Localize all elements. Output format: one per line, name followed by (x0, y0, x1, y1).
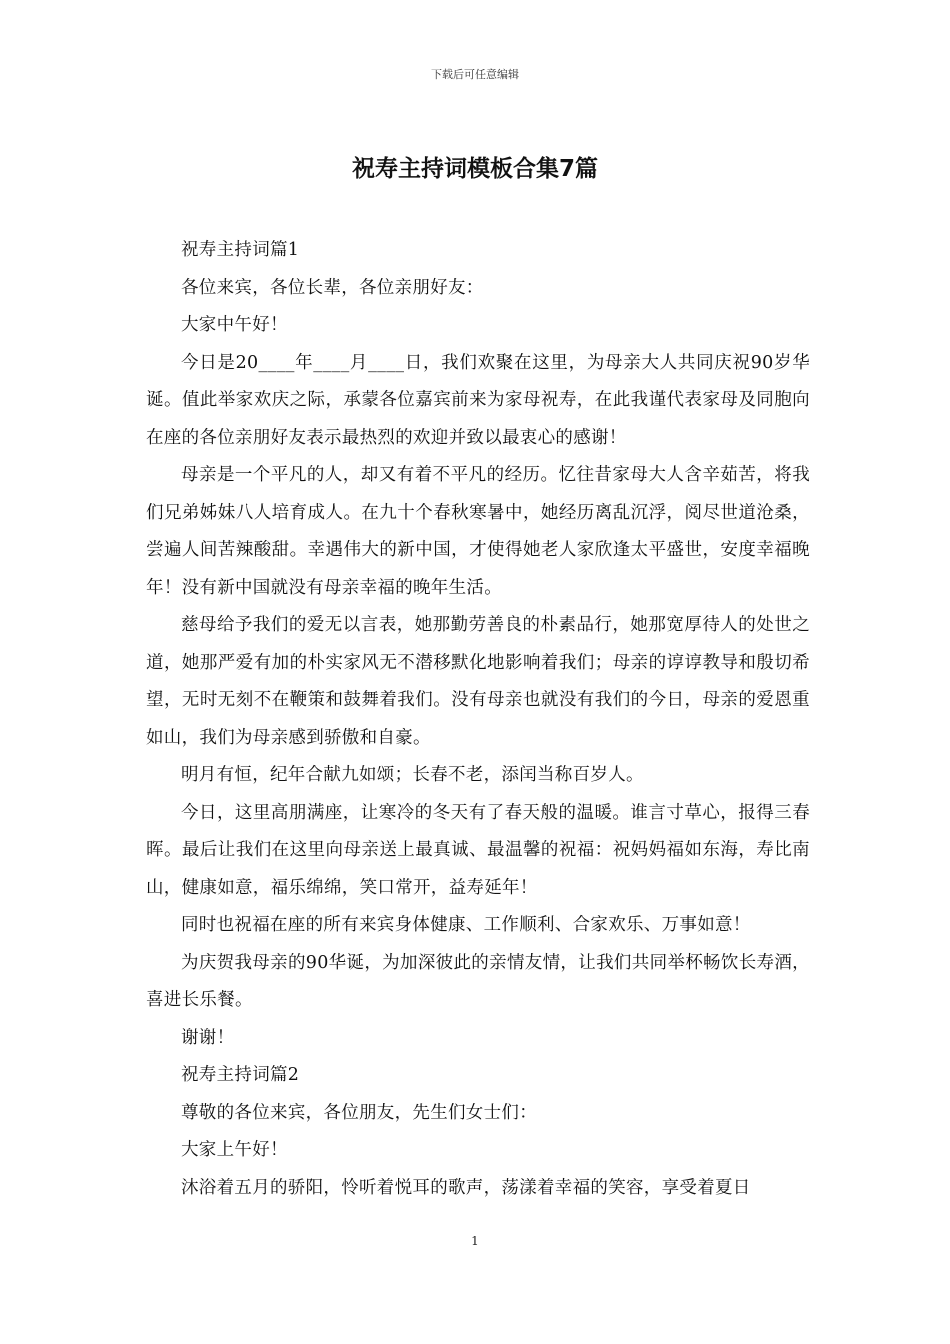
document-title: 祝寿主持词模板合集7篇 (351, 156, 598, 182)
section-heading: 祝寿主持词篇2 (181, 1065, 300, 1085)
paragraph: 慈母给予我们的爱无以言表，她那勤劳善良的朴素品行，她那宽厚待人的处世之道，她那严爱有加的朴实家风无不潜移默化地影响着我们；母亲的谆谆教导和殷切希望，无时无刻不在鞭策和鼓舞着我们。没有母亲也就没有我们的今日，母亲的爱恩重如山，我们为母亲感到骄傲和自豪。 (146, 615, 810, 748)
paragraph: 为庆贺我母亲的90华诞，为加深彼此的亲情友情，让我们共同举杯畅饮长寿酒，喜进长乐餐。 (146, 952, 810, 1010)
paragraph: 谢谢！ (181, 1027, 235, 1048)
paragraph: 尊敬的各位来宾，各位朋友，先生们女士们： (181, 1102, 537, 1123)
paragraph: 明月有恒，纪年合献九如颂；长春不老，添闰当称百岁人。 (181, 765, 644, 785)
paragraph: 母亲是一个平凡的人，却又有着不平凡的经历。忆往昔家母大人含辛茹苦，将我们兄弟姊妹八人培育成人。在九十个春秋寒暑中，她经历离乱沉浮，阅尽世道沧桑，尝遍人间苦辣酸甜。幸遇伟大的新中国，才使得她老人家欣逢太平盛世，安度幸福晚年！没有新中国就没有母亲幸福的晚年生活。 (146, 465, 810, 598)
paragraph: 今日是20____年____月____日，我们欢聚在这里，为母亲大人共同庆祝90岁华诞。值此举家欢庆之际，承蒙各位嘉宾前来为家母祝寿，在此我谨代表家母及同胞向在座的各位亲朋好友表示最热烈的欢迎并致以最衷心的感谢！ (146, 352, 810, 448)
paragraph: 沐浴着五月的骄阳，怜听着悦耳的歌声，荡漾着幸福的笑容，享受着夏日 (181, 1177, 751, 1198)
section-heading: 祝寿主持词篇1 (181, 240, 300, 260)
paragraph: 大家上午好！ (181, 1140, 288, 1160)
paragraph: 各位来宾，各位长辈，各位亲朋好友： (181, 277, 484, 298)
paragraph: 同时也祝福在座的所有来宾身体健康、工作顺利、合家欢乐、万事如意！ (181, 915, 751, 935)
document-body (146, 232, 810, 1207)
paragraph: 大家中午好！ (181, 315, 288, 335)
page-number: 1 (471, 1234, 479, 1248)
paragraph: 今日，这里高朋满座，让寒冷的冬天有了春天般的温暖。谁言寸草心，报得三春晖。最后让我们在这里向母亲送上最真诚、最温馨的祝福：祝妈妈福如东海，寿比南山，健康如意，福乐绵绵，笑口常开，益寿延年！ (146, 802, 810, 898)
download-note: 下载后可任意编辑 (431, 68, 519, 81)
